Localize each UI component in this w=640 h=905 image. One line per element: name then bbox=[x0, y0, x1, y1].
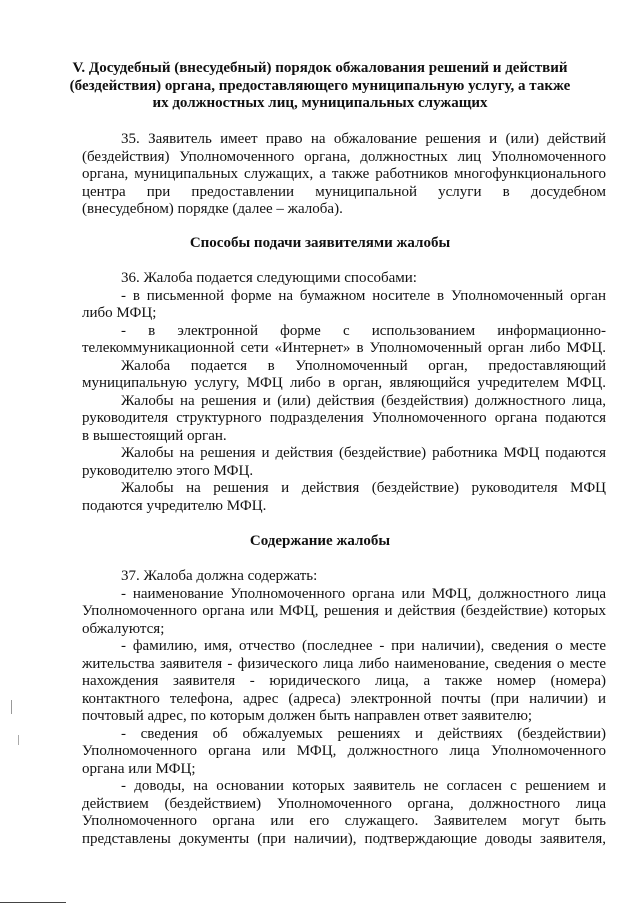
p36-line-4: - в электронной форме с использованием информационно- bbox=[121, 323, 606, 339]
p36-line-14: подаются учредителю МФЦ. bbox=[82, 498, 267, 514]
p37-line-5: - фамилию, имя, отчество (последнее - при наличии), сведения о месте bbox=[121, 638, 606, 654]
p37-line-14: действием (бездействием) Уполномоченного органа, должностного лица bbox=[82, 796, 606, 812]
section-title-line-1: V. Досудебный (внесудебный) порядок обжалования решений и действий bbox=[72, 60, 568, 76]
p37-line-12: органа или МФЦ; bbox=[82, 761, 196, 777]
p36-line-5: телекоммуникационной сети «Интернет» в Уполномоченный орган либо МФЦ. bbox=[82, 340, 606, 356]
p35-line-5: (внесудебном) порядке (далее – жалоба). bbox=[82, 201, 343, 217]
p36-line-10: в вышестоящий орган. bbox=[82, 428, 227, 444]
p37-line-16: представлены документы (при наличии), подтверждающие доводы заявителя, bbox=[82, 831, 606, 847]
p37-line-9: почтовый адрес, по которым должен быть направлен ответ заявителю; bbox=[82, 708, 533, 724]
p35-line-3: органа, муниципальных служащих, а также работников многофункционального bbox=[82, 166, 606, 182]
p35-line-4: центра при предоставлении муниципальной услуги в досудебном bbox=[82, 184, 606, 200]
p35-line-2: (бездействия) Уполномоченного органа, должностных лиц Уполномоченного bbox=[82, 149, 606, 165]
p37-line-13: - доводы, на основании которых заявитель не согласен с решением и bbox=[121, 778, 606, 794]
p37-line-11: Уполномоченного органа или МФЦ, должностного лица Уполномоченного bbox=[82, 743, 606, 759]
p36-line-13: Жалобы на решения и действия (бездействие) руководителя МФЦ bbox=[121, 480, 606, 496]
p37-line-3: Уполномоченного органа или МФЦ, решения и действия (бездействие) которых bbox=[82, 603, 606, 619]
p36-line-7: муниципальную услугу, МФЦ либо в орган, являющийся учредителем МФЦ. bbox=[82, 375, 606, 391]
p37-line-10: - сведения об обжалуемых решениях и действиях (бездействии) bbox=[121, 726, 606, 742]
scan-edge-mark bbox=[18, 735, 19, 745]
p36-line-2: - в письменной форме на бумажном носителе в Уполномоченный орган bbox=[121, 288, 606, 304]
heading-complaint-content: Содержание жалобы bbox=[249, 533, 391, 549]
p36-line-11: Жалобы на решения и действия (бездействие) работника МФЦ подаются bbox=[121, 445, 606, 461]
p36-line-3: либо МФЦ; bbox=[82, 305, 157, 321]
p36-line-9: руководителя структурного подразделения Уполномоченного органа подаются bbox=[82, 410, 606, 426]
p37-line-2: - наименование Уполномоченного органа или МФЦ, должностного лица bbox=[121, 586, 606, 602]
scan-bottom-rule bbox=[0, 902, 66, 903]
p36-line-8: Жалобы на решения и (или) действия (бездействия) должностного лица, bbox=[121, 393, 606, 409]
p37-line-8: контактного телефона, адрес (адреса) электронной почты (при наличии) и bbox=[82, 691, 606, 707]
p37-line-7: нахождения заявителя - юридического лица, а также номер (номера) bbox=[82, 673, 606, 689]
section-title-line-2: (бездействия) органа, предоставляющего муниципальную услугу, а также bbox=[69, 78, 571, 94]
heading-submission-methods: Способы подачи заявителями жалобы bbox=[189, 235, 451, 251]
p37-line-1: 37. Жалоба должна содержать: bbox=[121, 568, 318, 584]
p36-line-1: 36. Жалоба подается следующими способами: bbox=[121, 270, 417, 286]
p37-line-15: Уполномоченного органа или его служащего. Заявителем могут быть bbox=[82, 813, 606, 829]
scan-edge-mark bbox=[11, 700, 12, 714]
p37-line-4: обжалуются; bbox=[82, 621, 165, 637]
section-title-line-3: их должностных лиц, муниципальных служащих bbox=[152, 95, 488, 111]
p35-line-1: 35. Заявитель имеет право на обжалование решения и (или) действий bbox=[121, 131, 606, 147]
p37-line-6: жительства заявителя - физического лица либо наименование, сведения о месте bbox=[82, 656, 606, 672]
p36-line-6: Жалоба подается в Уполномоченный орган, предоставляющий bbox=[121, 358, 606, 374]
p36-line-12: руководителю этого МФЦ. bbox=[82, 463, 254, 479]
